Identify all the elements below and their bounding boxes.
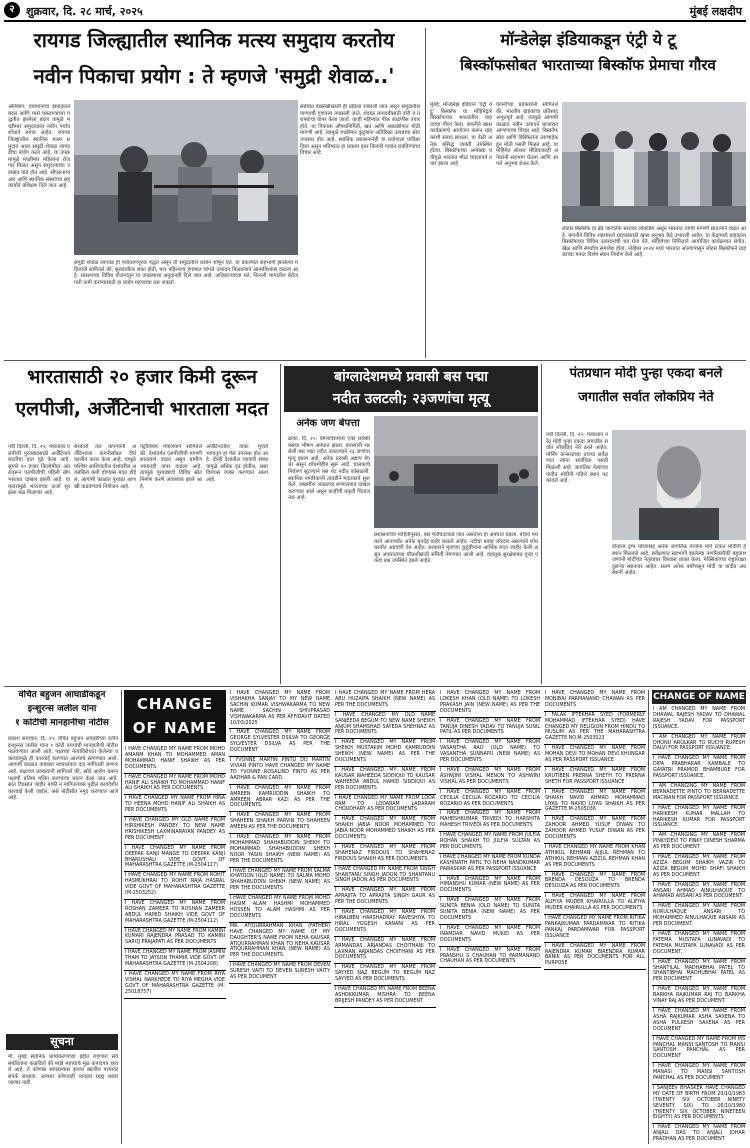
change-of-name-side-entry: I AM CHANGING MY NAME FROM PINKYDEVI TO PINKY DINESH SHARMA AS PER DOCUMENT	[652, 832, 746, 854]
mondelez-headline-1: मॉन्डेलेझ इंडियाकडून एंट्री ये टू	[500, 30, 676, 49]
change-of-name-entry: I HAVE CHANGED MY NAME FROM JASMIN THAM TO JAYSON THAMIR VIDE GOVT OF MAHARASHTRA GAZETTE (M-2504208)	[124, 949, 226, 971]
change-of-name-side-entry: I HAVE CHANGED MY NAME FROM NURULHAQUE ANSARI TO MOHAMMED AINULHAQUE ANSARI AS PER DOCUMENT.	[652, 903, 746, 931]
change-of-name-entry: I HAVE CHANGED MY NAME FROM HIRALBEN HARSHADRAY RAVESHIYA TO HIRAL YOGESH KANANI AS PER DOCUMENTS	[334, 909, 436, 937]
change-of-name-title: CHANGE OF NAME	[124, 690, 226, 742]
change-of-name-entry: I HAVE CHANGED MY NAME FROM ALIFIYA MUDER KHAIRULLA TO ALIFIYA MUDER KHAIRULLA AS PER DOCUMENTS	[544, 893, 646, 915]
change-of-name-entry: I HAVE CHANGED MY NAME FROM HIMANSHU KUMAR (NEW NAME) AS PER DOCUMENTS	[439, 876, 541, 898]
change-of-name-entry: I HAVE CHANGED MY NAME FROM SALMA KHATOON (OLD NAME) TO SALMA MOHD SHAHABUDDIN SHEKH (NEW NAME) AS PER THE DOCUMENTS	[229, 868, 331, 896]
change-of-name-entry: I HAVE CHANGED MY NAME FROM MOHAN DEVI TO MOHAN DEVI KHUNGAR AS PER PASSPORT ISSUANCE	[544, 745, 646, 767]
change-of-name-entry: I YVONNE MARTIN PINTO DO MARTIN VIVIAN PINTO HAVE CHANGED MY NAME TO YVONNE ROSALIND PINTO AS PER AADHAR & PAN CARD.	[229, 757, 331, 785]
change-of-name-side-entry: I HAVE CHANGED MY NAME FROM ASHA RAJKUMAR ASHA SAXENA TO ASHA PULKESH SAXENA AS PER DOCUMENT	[652, 1008, 746, 1036]
seaweed-photo-image	[74, 100, 298, 255]
change-of-name-side-entry: I AM CHANGING MY NAME FROM BERNADETTE PINTO TO BERNADETTE MACWAN FOR PASSPORT ISSUANCE.	[652, 783, 746, 805]
mondelez-body-col3: लोटस बिस्कॉफ हा ब्रँड जागतिक स्तरावर लोकप्रिय असून भारतात त्याची मागणी सातत्याने वाढत आहे. कंपनीने विविध शहरांमध्ये ग्राहकांसाठी खास अनुभव केंद्रे उभारली आहेत. या केंद्रांमध्ये ग्राहकांना बिस्कॉफच्या विविध उत्पादनांची चव घेता येते. मोहिमेच्या निमित्ताने आयोजित कार्यक्रमात संगीत, खेळ आणि स्पर्धांचा समावेश होता. नोव्हेंबर २०२४ मध्ये भारतात आल्यापासून लोटस बिस्कॉफने ग्राहकांच्या मनात विशेष स्थान निर्माण केले आहे.	[562, 226, 746, 259]
change-of-name-entry: I HAVE CHANGED MY NAME FROM SHAIKH JABIA NOOR MOHAMMED TO JABIA NOOR MOHAMMED SHAIKH AS PER DOCUMENTS	[334, 816, 436, 844]
mondelez-photo-image	[562, 102, 746, 222]
change-of-name-entry: I HAVE CHANGED MY NAME FROM MOHD HASIM ALAM HASHMI MOHAMMED HOSSEN TO ALAM HASHMI AS PER DOCUMENTS	[229, 895, 331, 923]
insurance-headline-1: वंचित बहुजन आघाडीकडून	[18, 690, 106, 700]
change-of-name-entry: I HAVE CHANGED MY NAME FROM CECILIA CECILIA ROZARIO TO CECILIA ROZARIO AS PER DOCUMENTS	[439, 789, 541, 811]
insurance-headline-3: १ कोटीची मानहानीचा नोटीस	[15, 718, 109, 728]
change-of-name-entry: I HAVE CHANGED MY NAME FROM TANUJA DINESH YADAV TO TANUJA SUNIL PATIL AS PER DOCUMENTS	[439, 718, 541, 740]
change-of-name-entry: I HAVE CHANGED MY NAME FROM AMREEN KAMRUDDIN SHAIKH TO AMREEN ABRAR KAZI AS PER THE DOCUMENTS	[229, 785, 331, 813]
change-of-name-entry: I HAVE CHANGED MY NAME FROM SAYYED NAZ BEGUM TO BEGUM NAZ SAYYED AS PER DOCUMENTS	[334, 964, 436, 986]
change-of-name-entry: I HAVE CHANGED MY NAME FROM APRAJITA TO APRAJITA SINGH GAUR AS PER THE DOCUMENTS	[334, 887, 436, 909]
change-of-name-entry: I HAVE CHANGED MY NAME FROM HINA TO HEENA MOHD HANIF ALI SHAIKH AS PER DOCUMENTS	[124, 795, 226, 817]
change-of-name-column-4	[439, 690, 541, 1144]
modi-headline-1: पंतप्रधान मोदी पुन्हा एकदा बनले	[569, 366, 723, 381]
change-of-name-side-entry: I HAVE CHANGED MY NAME FROM AZIZA BEGUM SHAIKH VAZIR TO AZIZA BEGUM MOHD SHAFI SHAIKH AS PER DOCUMENT.	[652, 854, 746, 882]
lpg-body-col2: सरकारी तेल कंपन्यांनी अर्जेंटिनाच्या कंपनीसोबत दीर्घकालीन करार केला आहे. यामुळे पश्चिम आशियातील देशांवरील अवलंबित्व कमी होण्यास मदत होईल. आगामी काळात पुरवठा आणखी वाढवण्याचे नियोजन आहे.	[74, 444, 136, 490]
modi-photo	[612, 430, 746, 540]
change-of-name-side-entry: I HAVE CHANGED MY NAME FROM ANSARI AHMAD AINULHAQUE TO AHAMAD ANSARI AS PER DOCUMENT.	[652, 882, 746, 904]
modi-body-col1: नवी दिल्ली, दि. २५: पंतप्रधान नरेंद्र मोदी पुन्हा एकदा जगातील सर्वात लोकप्रिय नेते ठरले आहेत. मॉर्निंग कन्सल्टच्या ताज्या सर्वेक्षणात त्यांना सर्वाधिक पसंती मिळाली आहे. जागतिक नेत्यांच्या यादीत मोदींनी पहिले स्थान पटकावले आहे.	[546, 432, 608, 485]
change-of-name-entry: I HAVE CHANGED MY NAME FROM ASHWINI VISHAL MENON TO ASHWINI VISHAL AS PER DOCUMENTS	[439, 767, 541, 789]
seaweed-headline-2: नवीन पिकाचा प्रयोग : ते म्हणजे 'समुद्री शेवाळ..'	[33, 64, 395, 88]
seaweed-body-col3: समुद्री शेवाळ लागवड ही पर्यावरणपूरक पद्धत असून ती समुद्रातील कार्बन शोषून घेते. या प्रकल्पात सहभागी झालेल्या महिलांनी सांगितले की, सुरुवातीला शंका होती, मात्र पहिल्याच हंगामात चांगले उत्पादन मिळाल्याने आत्मविश्वास वाढला आहे. शासनाच्या विविध योजनांतून या उपक्रमाला अनुदानही दिले जात आहे. अधिकाऱ्यांच्या मते, किनारी भागातील बेरोजगारी कमी करण्यासाठी हा प्रयोग महत्त्वाचा ठरू शकतो.	[74, 260, 298, 286]
change-of-name-side-column	[652, 706, 746, 1144]
change-of-name-entry: I HAVE CHANGED MY NAME FROM ROSHAN ZAMEER TO ROSHAN ZAMEER ABDUL HAMID SHAIKH VIDE GOVT OF MAHARASHTRA GAZETTE (M-2504112)	[124, 900, 226, 928]
modi-body-col2: डोनाल्ड ट्रम्प यांच्यासह अनेक जागतिक नेत्यांना मागे टाकत मोदींनी हे स्थान मिळवले आहे. सर्वेक्षणात सहभागी झालेल्या नागरिकांपैकी बहुतांश जणांनी मोदींच्या नेतृत्वावर विश्वास व्यक्त केला. मेक्सिकोच्या राष्ट्राध्यक्षा दुसऱ्या स्थानावर आहेत. सलग अनेक वर्षांपासून मोदी या यादीत अग्रस्थानी आहेत.	[612, 544, 746, 577]
mondelez-headline-2: बिस्कॉफसोबत भारताच्या बिस्कॉफ प्रेमाचा गौरव	[460, 56, 716, 74]
change-of-name-entry: I HAVE CHANGED MY NAME FROM INAMDAR NAVID MUKID AS PER DOCUMENTS	[439, 925, 541, 947]
seaweed-photo	[74, 100, 298, 255]
change-of-name-entry: I HAVE CHANGED MY NAME FROM SHAHEEN SHAIKH PARVIN TO SHAHEEN AMEEN AS PER THE DOCUMENTS	[229, 812, 331, 834]
change-of-name-entry: I HAVE CHANGED MY NAME FROM PRANSHU S CHAUHAN TO PARMANAND CHAUHAN AS PER DOCUMENTS	[439, 947, 541, 969]
change-of-name-entry: I HAVE CHANGED MY NAME FROM SHEIKH MUSTAKIM MOHD KAMRUDDIN SHEIKH (NEW NAME) AS PER THE DOCUMENTS	[334, 739, 436, 767]
change-of-name-entry: I HAVE CHANGED MY NAME FROM JULFIA ROHAN SHAIKH TO JULFIA SULTAN AS PER DOCUMENTS	[439, 832, 541, 854]
change-of-name-entry: I HAVE CHANGED MY NAME FROM KRUTIBEN PRERNA SHETH TO PRERNA SHETH FOR PASSPORT ISSUANCE	[544, 767, 646, 789]
change-of-name-entry: I HAVE CHANGED MY NAME FROM KUNDA KASHINATH PATIL TO NEHA NANDKUMAR PAWASKAR AS PER PASSPORT ISSUANCE	[439, 854, 541, 876]
change-of-name-entry: I HAVE CHANGED MY NAME FROM MOHD AMANM KHAN TO MOHAMMED AMAN MOHAMMAD HANIF SHAIKH AS PER DOCUMENTS.	[124, 746, 226, 774]
change-of-name-entry: I HAVE CHANGED MY NAME FROM LODA RAM TO LODARAM LADARAM CHOUDHARY AS PER DOCUMENTS	[334, 795, 436, 817]
bangladesh-body-col2: प्रशासनाच्या माहितीनुसार, बस फेरीघाटाकडे जात असताना हा अपघात घडला. बचाव पथकाने आतापर्यंत अनेक मृतदेह बाहेर काढले आहेत. नदीचा प्रवाह जोरदार असल्याने शोधकार्यात अडचणी येत आहेत. सरकारने मृतांच्या कुटुंबीयांना आर्थिक मदत जाहीर केली असून अपघाताच्या चौकशीसाठी समिती नेमण्यात आली आहे. वाहतूक सुरक्षेबाबत पुन्हा एकदा प्रश्न उपस्थित झाले आहेत.	[374, 532, 538, 565]
bangladesh-photo-image	[374, 416, 538, 528]
change-of-name-entry: I HAVE CHANGED MY NAME FROM RITIKA PANKAJKUMAR PARDAMWAR TO RITIKA PANKAJ PARDAMWAR FOR PASSPORT ISSUANCE	[544, 915, 646, 943]
modi-headline-2: जगातील सर्वात लोकप्रिय नेते	[578, 390, 714, 405]
change-of-name-column-1	[124, 746, 226, 1144]
insurance-headline-2: इन्शुरन्स जलील यांना	[27, 704, 97, 714]
change-of-name-column-5	[544, 690, 646, 1144]
insurance-body: प्रकाश समाचार, दि. २५: वंचित बहुजन आघाडीच्या वतीने इन्शुरन्स जलील यांना १ कोटी रुपयांची मानहानीची नोटीस पाठवण्यात आली आहे. पक्षाच्या नेत्यांविरोधात केलेल्या वक्तव्यांमुळे ही कारवाई करण्यात आल्याचे सांगण्यात आले. आगामी काळात याबाबत न्यायालयात दाद मागितली जाणार आहे. पक्षाच्या प्रवक्त्यांनी सांगितले की, खोटे आरोप करून पक्षाची प्रतिमा मलिन करण्याचा प्रयत्न केला जात आहे. सात दिवसांत जाहीर माफी न मागितल्यास पुढील कायदेशीर कारवाई केली जाईल, असे नोटीसीत नमूद करण्यात आले आहे.	[8, 736, 118, 802]
change-of-name-column-3	[334, 690, 436, 1144]
change-of-name-entry: I HAVE CHANGED MY NAME FROM RAJENDRA KUMAR BIRENDRA KUMAR BANIK AS PER DOCUMENTS FOR ALL PURPOSE	[544, 943, 646, 971]
change-of-name-entry: I HAVE CHANGED MY NAME FROM KAMINI KUMARI RAJENDRA PRASAD TO KAMINI SAROJ PRAJAPATI AS PER DOCUMENTS	[124, 928, 226, 950]
change-of-name-side-entry: I HAVE CHANGED MY NAME FROM DIPA PRABHAKAR KAMBALE TO GAYATRI PRAMOD BHAMBURE FOR PASSPORT ISSUANCE.	[652, 755, 746, 783]
bangladesh-headline-2: नदीत उलटली; २३जणांचा मृत्यू	[332, 391, 490, 407]
change-of-name-side-entry: I AM CHANGED MY NAME FROM DHAWAL RAJESH YADAV TO DHAWAL RAJESH YADAV FOR PASSPORT ISSUANCE.	[652, 706, 746, 734]
change-of-name-entry: I HAVE CHANGED MY NAME FROM LOKESH KHAN (OLD NAME) TO LOKESH PRAKASH JAIN (NEW NAME) AS PER THE DOCUMENTS	[439, 690, 541, 718]
mondelez-photo	[562, 102, 746, 222]
seaweed-headline-1: रायगड जिल्ह्यातील स्थानिक मत्स्य समुदाय करतोय	[33, 28, 395, 52]
bangladesh-headline-1: बांग्लादेशमध्ये प्रवासी बस पद्मा	[334, 369, 488, 385]
change-of-name-entry: MR. ATIQURRAHMAN KHAN (FATHER) HAVE CHANGED MY NAME OF MY DAUGHTER'S NAME FROM NEHA KAUSAR ATIQURRAHMAN KHAN TO NEHA KAUSAR ATIQURRAHMAN KHAN (NEW NAME) AS PER THE DOCUMENTS	[229, 923, 331, 962]
change-of-name-side-entry: I HAVE CHANGED MY NAME FROM BARKHA RAJKUMAR RAJ TO BARKHA VINAY RAJ AS PER DOCUMENT.	[652, 986, 746, 1008]
change-of-name-entry: I HAVE CHANGED MY NAME FROM DEVEN SURESH VAITI TO DEVEN SURESH VAITY AS PER DOCUMENT	[229, 962, 331, 984]
issue-date: शुक्रवार, दि. २८ मार्च, २०२५	[26, 5, 143, 18]
page-header	[4, 2, 746, 22]
change-of-name-column-2	[229, 690, 331, 1144]
lpg-headline-2: एलपीजी, अर्जेंटिनाची भारताला मदत	[15, 398, 269, 420]
notice-title: सूचना	[6, 1034, 118, 1050]
change-of-name-entry: I HAVE CHANGED MY NAME FROM ZAHOOR AHMED YUSUF DIWAN TO ZAHOOR AHMED YUSUF DIWAN AS PER DOCUMENTS	[544, 816, 646, 844]
bangladesh-photo	[374, 416, 538, 528]
change-of-name-entry: I FALAK IFTEKHAR SYED (FORMERLY MOHAMMAD IFTEKHAR SYED) HAVE CHANGED MY RELIGION FROM HINDU TO MUSLIM AS PER THE MAHARASHTRA GAZETTE NO.M-2503023	[544, 712, 646, 746]
change-of-name-entry: I HAVE CHANGED MY NAME FROM MAHESHKUMAR TRIVEDI TO HARSHITA MAHESH TRIVEDI AS PER DOCUMENTS	[439, 810, 541, 832]
change-of-name-entry: I HAVE CHANGED MY NAME FROM RIYA VISHAL NARKHEDE TO RIYA MEGHA VIDE GOVT OF MAHARASHTRA GAZETTE (M-25018757)	[124, 971, 226, 999]
change-of-name-entry: I HAVE CHANGED MY NAME FROM SHAIKH NAVID AHMAD MOHAMMAD LIYAS TO NAVID LIYAS SHAIKH AS PER GAZETTE M-2505036	[544, 789, 646, 817]
modi-photo-image	[612, 430, 746, 540]
change-of-name-entry: I HAVE CHANGED MY NAME FROM BEENA ASHOKKUMAR MISHRA TO BEENA BRIJESH PANDEY AS PER DOCUMENT	[334, 986, 436, 1008]
edition-name: मुंबई लक्षदीप	[689, 5, 742, 18]
bangladesh-subhead: अनेक जण बेपत्ता	[296, 418, 360, 429]
change-of-name-entry: I HAVE CHANGED MY NAME FROM MOHAMMAD SHAHABUDDIN SHEKH TO MOHAMMAD SHAHABUDDIN SHEKH NOOR YASIN SHAIKH (NEW NAME) AS PER THE DOCUMENTS	[229, 834, 331, 868]
change-of-name-side-title: CHANGE OF NAME	[653, 692, 745, 702]
change-of-name-entry: I HAVE CHANGED MY OLD NAME FROM HIRSHIKESH PANDEY TO NEW NAME HRISHIKESH LAXMINARAYAN PANDEY AS PER DOCUMENT	[124, 817, 226, 845]
lpg-body-col4: अर्जेंटिनातील वाका मुएर्ता भागातून हा गॅस उपलब्ध होत आहे. दोन्ही देशांतील व्यापारी संबंध यामुळे अधिक दृढ होतील, असा विश्वास व्यक्त करण्यात आला आहे.	[206, 444, 268, 483]
change-of-name-entry: I HAVE CHANGED MY NAME FROM HERA ABU HUZAIFA SHAIKH (NEW NAME) AS PER THE DOCUMENTS	[334, 690, 436, 712]
change-of-name-entry: I HAVE CHANGED MY NAME FROM KAUSAR WAHEEDA SIDDIQUI TO KAUSAR WAHEEDA ABDUL HAMID SIDDIQUI AS PER DOCUMENTS	[334, 767, 436, 795]
lpg-body-col3: पेट्रोलियम मंत्रालयाने सांगितले की, देशांतर्गत एलपीजीची मागणी सातत्याने वाढत असून ग्रामीण भागातही वापर वाढला आहे. त्यामुळे पुरवठ्याचे विविध स्रोत निर्माण करणे आवश्यक झाले आहे.	[140, 444, 202, 490]
change-of-name-entry: I HAVE CHANGED MY NAME FROM SINGH SHANTANU SINGH JADON TO SHANTANU SINGH JADON AS PER DOCUMENTS	[334, 866, 436, 888]
change-of-name-entry: I HAVE CHANGED MY NAME FROM DEEPAK KANJI MANGE TO DEEPAK KANJI BHANUSHALI VIDE GOVT OF MAHARASHTRA GAZETTE (M-2504117)	[124, 845, 226, 873]
change-of-name-side-entry: I HAVE CHANGED MY NAME FROM SHANTILAL MADHABHAI PATEL TO SHANTIBHAI MADHUBHAI PATEL AS PER DOCUMENT.	[652, 959, 746, 987]
seaweed-body-col1: अलिबाग: हवामानाचा झपाट्याने बदल आणि मासे पकडण्याच्या पद्धतीत झालेला बदल यामुळे मच्छीमार समुदायाला नवीन पर्याय शोधावे लागत आहेत. रायगड जिल्ह्यातील स्थानिक मत्स्य समुदाय आता समुद्री शेवाळ लागवडीचा प्रयोग करत आहे. या उपक्रमामुळे मच्छीमार महिलांना रोजगार मिळत असून समुदायाच्या उत्पन्नात वाढ होत आहे. सीएसआयआर आणि स्थानिक संस्थांच्या सहकार्याने प्रशिक्षण दिले जात आहे.	[8, 104, 70, 190]
change-of-name-entry: I HAVE CHANGED MY NAME FROM SHAHENAZ FIRDOUS TO SHAHENAZ FIRDOUS SHAIKH AS PER DOCUMENTS	[334, 844, 436, 866]
change-of-name-entry: I HAVE CHANGED MY NAME FROM ROHIT HASMUKHRAI TO ROHIT RAJA HASRAL VIDE GOVT OF MAHARASHTRA GAZETTE (M-2503252)	[124, 872, 226, 900]
change-of-name-side-entry: I HAVE CHANGED MY NAME FROM MS PANCHAL MANSI SANTOSH TO MANSI SANTOSH PANCHAL AS PER DOCUMENT	[652, 1036, 746, 1064]
seaweed-body-col2: संबंधित देखरेखीखाली ही प्रक्रिया राबवली जात असून समुद्रातील पाण्याची गुणवत्ता तपासली जाते. शेवाळ लागवडीसाठी दोरी व तराफ्यांचा वापर केला जातो. काही महिन्यांत पीक काढणीस तयार होते. या पिकाला औषधनिर्मिती, खत आणि अन्नउद्योगात मोठी मागणी आहे. त्यामुळे मच्छीमार कुटुंबांना अतिरिक्त उत्पन्नाचा स्रोत उपलब्ध होत आहे. स्थानिक प्रशासनानेही या प्रयोगाला पाठिंबा दिला असून भविष्यात हा प्रकल्प इतर किनारी गावांत राबविण्याचा विचार आहे.	[300, 104, 420, 157]
change-of-name-entry: I HAVE CHANGED MY NAME FROM VISHAKHA SANJAY TO MY NEW NAME SACHIN KUMAR VISHWAKARMA TO NEW NAME SACHIN SHIVPRASAD VISHWAKARMA AS PER AFFIDAVIT DATED 10/03/2025	[229, 690, 331, 729]
change-of-name-entry: I HAVE CHANGED MY NAME FROM MOHD HANIF ALI SHAIKH TO MOHAMMAD HANIF ALI SHAIKH AS PER DOCUMENTS	[124, 774, 226, 796]
change-of-name-side-entry: I SANJEEV BHASKER HAVE CHANGED MY DATE OF BIRTH FROM 20/10/1983 (TWENTY SIX OCTOBER NINETY SEVENTY SIX) TO 26/10/1980 (TWENTY SIX OCTOBER NINETEEN EIGHTY) AS PER DOCUMENTS	[652, 1085, 746, 1124]
change-of-name-entry: I HAVE CHANGED MY OLD NAME SANJEEDA BEGUM TO NEW NAME SHEIKH ANJUM SHAMSHAD SAYEDA SHEHNAZ AS PER DOCUMENTS	[334, 712, 436, 740]
mondelez-body-col1: मुंबई: मॉन्डेलेझ इंडियाने 'एंट्री ये टू' बिस्कॉफ या मोहिमेद्वारे बिस्कॉफच्या भारतातील चाहत्यांचा गौरव केला. कंपनीने खास कार्यक्रमाचे आयोजन करून ग्राहकांशी संवाद साधला. या वेळी अनेक प्रसिद्ध व्यक्ती उपस्थित होत्या. बिस्कॉफच्या अनोख्या चवीमुळे भारतात मोठा चाहतावर्ग तयार झाला आहे.	[430, 102, 492, 168]
lpg-headline-1: भारतासाठी २० हजार किमी दूरून	[27, 366, 257, 388]
change-of-name-entry: I HAVE CHANGED MY NAME FROM GEORGE SYLVESTER DSILVA TO GEORGE SYLVESTER DSILVA AS PER THE DOCUMENT	[229, 729, 331, 757]
change-of-name-entry: I HAVE CHANGED MY NAME FROM KHAN ATHIKUL REHMAN AJIJUL REHMAN TO ATHIKUL REHMAN AZIZUL REHMAN KHAN AS PER DOCUMENTS	[544, 844, 646, 872]
bangladesh-body-col1: ढाका, दि. २५: बांग्लादेशमध्ये एका प्रवासी बसचा भीषण अपघात झाला. प्रवाशांनी भरलेली बस पद्मा नदीत उलटल्याने २३ जणांचा मृत्यू झाला आहे. अनेक प्रवासी अद्याप बेपत्ता असून शोधमोहीम सुरू आहे. चालकाचे नियंत्रण सुटल्याने बस थेट नदीत कोसळली. स्थानिक नागरिकांनी तातडीने मदतकार्य सुरू केले. जखमींना जवळच्या रुग्णालयात दाखल करण्यात आले असून काहींची प्रकृती चिंताजनक आहे.	[288, 436, 370, 502]
change-of-name-entry: I HAVE CHANGED MY NAME FROM ARMANDAS ARJANDAS CHOITHANI TO LAXMAN ARJANDAS CHOITHANI AS PER DOCUMENTS	[334, 937, 436, 965]
mondelez-body-col2: कंपनीच्या प्रवक्त्यांनी सांगितले की, भारतीय ग्राहकांचा प्रतिसाद अभूतपूर्व आहे. त्यामुळे आगामी काळात नवीन उत्पादने बाजारात आणण्याचा विचार आहे. बिस्कॉफ स्प्रेड आणि बिस्किटांना तरुणाईकडून मोठी पसंती मिळत आहे. या मोहिमेत सोशल मीडियावरही अनेकांनी सहभाग घेतला आणि आपले अनुभव शेअर केले.	[496, 102, 558, 168]
change-of-name-entry: I HAVE CHANGED MY NAME FROM VASANTHA RAO (OLD NAME) TO VASANTHA SUNNAPU (NEW NAME) AS PER DOCUMENTS	[439, 739, 541, 767]
change-of-name-entry: I HAVE CHANGED MY NAME FROM MONIBAI PARMANAND CHAWAN AS PER DOCUMENTS	[544, 690, 646, 712]
bangladesh-headline-banner	[284, 366, 538, 412]
change-of-name-side-entry: I HAVE CHANGED MY NAME FROM FATEMA MUSTAFA LUNAVADI TO FATEMA MUSTAFA LUNAVADI AS PER DOCUMENT.	[652, 931, 746, 959]
lpg-body-col1: नवी दिल्ली, दि. २५: भारताला एलपीजी पुरवठ्यासाठी अर्जेंटिनाने मदतीचा हात पुढे केला आहे. सुमारे २० हजार किलोमीटर अंतरावरून एलपीजीची पहिली खेप भारतात दाखल झाली आहे. या करारामुळे भारताच्या ऊर्जा सुरक्षेला बळ मिळणार आहे.	[8, 444, 70, 497]
change-of-name-side-entry: I HAVE CHANGED MY NAME FROM ANJALI DAS TO ANJALI JOHAR PRADHAN AS PER DOCUMENT	[652, 1124, 746, 1144]
change-of-name-side-entry: I HAVE CHANGED MY NAME FROM HARIKESH KUMAR MALLAH TO HARIKESH KUMAR FOR PASSPORT ISSUANCE.	[652, 805, 746, 833]
change-of-name-entry: I HAVE CHANGED MY NAME FROM BRENDA DESOUZA TO BRENDA DESOUZA AS PER DOCUMENTS	[544, 872, 646, 894]
change-of-name-side-entry: I AM CHANGED MY NAME FROM DHONU AROLKAR TO RUCHI RUPESH DALVI FOR PASSPORT ISSUANCE.	[652, 734, 746, 756]
change-of-name-entry: I HAVE CHANGED MY NAME FROM SUNITA BENIA (OLD NAME) TO SUNITA SUNITA BENIA (NEW NAME) AS PER DOCUMENTS	[439, 897, 541, 925]
notice-body: मी, मुंबई स्थानिक प्राधिकरणाच्या हद्दीत राहणारा सर्व संबंधितांना कळवितो की माझे महत्त्वाचे मूळ कागदपत्र हरवले आहे. ते कोणास सापडल्यास कृपया खालील पत्त्यावर संपर्क साधावा. अन्यथा कोणताही व्यवहार ग्राह्य धरला जाणार नाही.	[8, 1054, 118, 1087]
change-of-name-side-entry: I HAVE CHANGED MY NAME FROM MANASI TO MANSI SANTOSH PANCHAL AS PER DOCUMENT	[652, 1063, 746, 1085]
page-number: २	[4, 2, 20, 18]
